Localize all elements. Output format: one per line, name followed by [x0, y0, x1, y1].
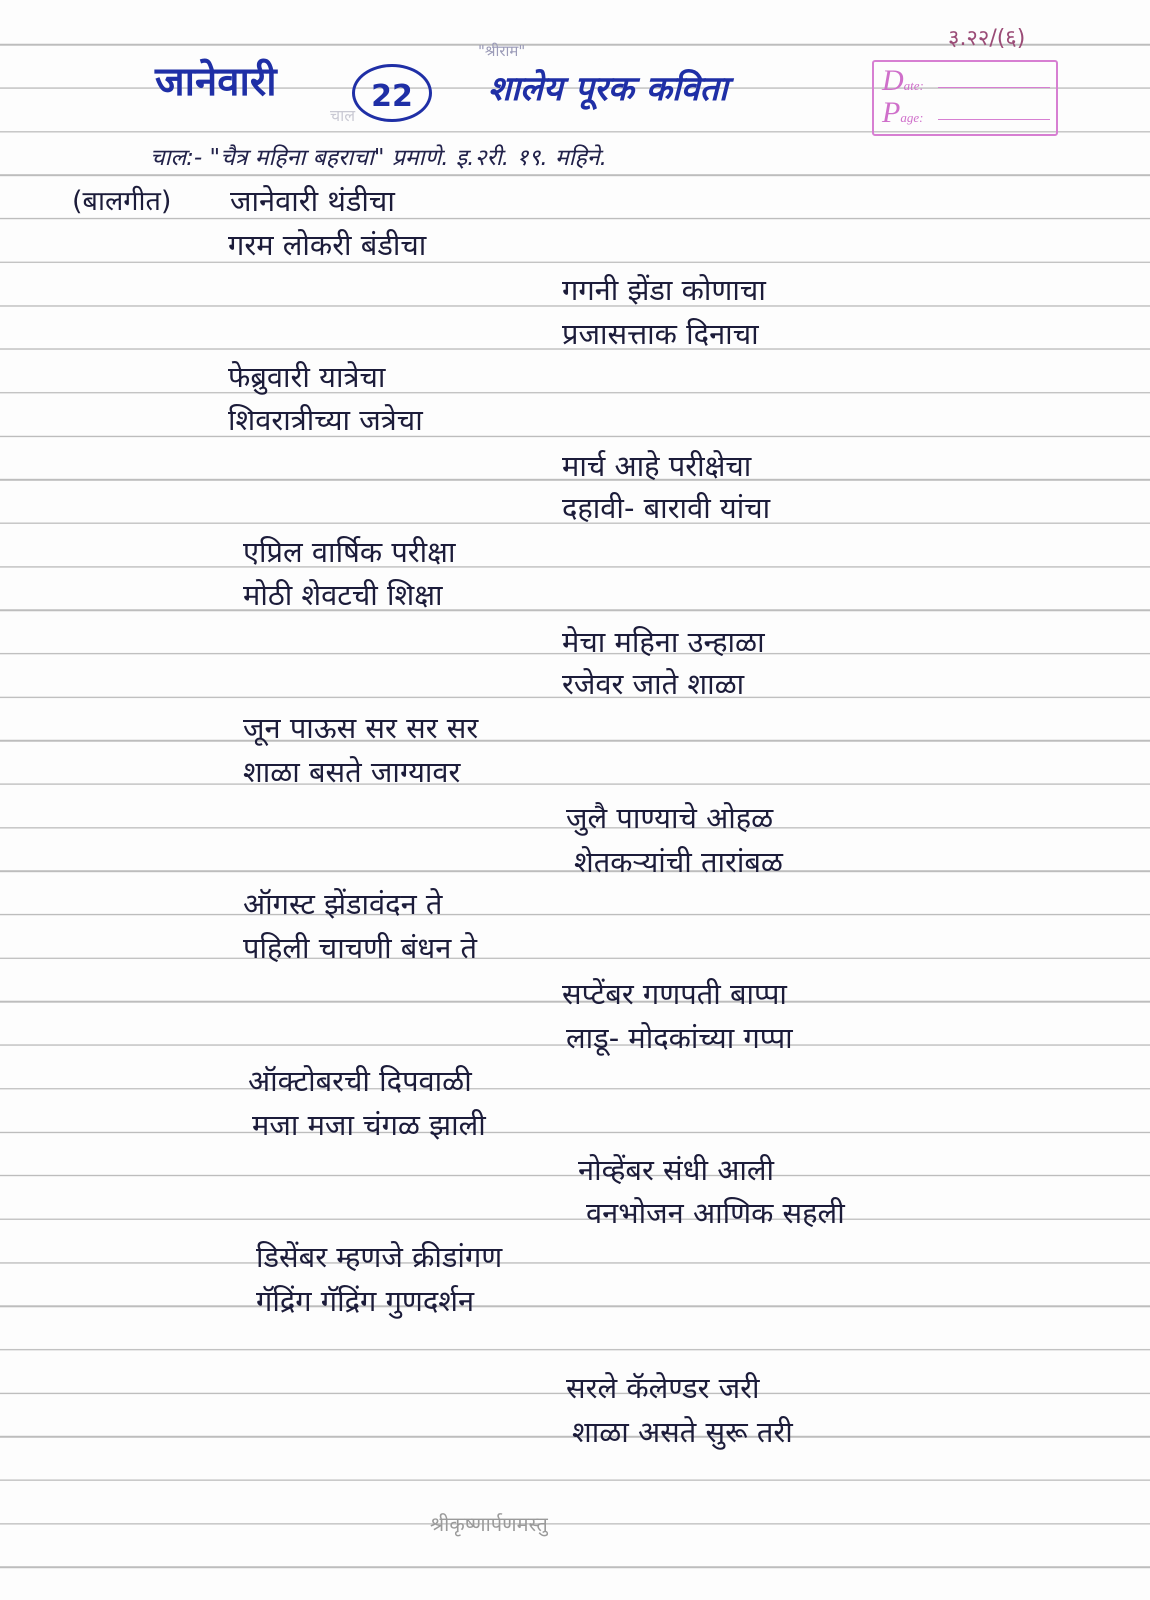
poem-line: मोठी शेवटची शिक्षा — [243, 578, 443, 612]
om-mark: "श्रीराम" — [478, 42, 526, 60]
reference-number: ३.२२/(६) — [948, 26, 1026, 51]
poem-line: शाळा असते सुरू तरी — [572, 1415, 793, 1449]
date-rule — [938, 87, 1050, 88]
poem-line: पहिली चाचणी बंधन ते — [243, 931, 478, 965]
poem-line: जानेवारी थंडीचा — [230, 184, 395, 218]
poem-line: गॅद्रिंग गॅद्रिंग गुणदर्शन — [256, 1284, 475, 1318]
poem-line: डिसेंबर म्हणजे क्रीडांगण — [256, 1240, 503, 1274]
poem-line: मेचा महिना उन्हाळा — [562, 625, 765, 659]
page-initial: P — [882, 96, 901, 129]
genre-label: (बालगीत) — [72, 186, 172, 217]
poem-line: मजा मजा चंगळ झाली — [252, 1108, 486, 1142]
poem-line: गरम लोकरी बंडीचा — [228, 228, 427, 262]
poem-line: रजेवर जाते शाळा — [562, 667, 745, 701]
poem-line: जुलै पाण्याचे ओहळ — [566, 801, 774, 835]
poem-line: जून पाऊस सर सर सर — [243, 711, 479, 745]
poem-line: फेब्रुवारी यात्रेचा — [228, 360, 386, 394]
poem-line: सरले कॅलेण्डर जरी — [566, 1371, 760, 1405]
poem-line: मार्च आहे परीक्षेचा — [562, 449, 752, 483]
signature-text: श्रीकृष्णार्पणमस्तु — [430, 1512, 548, 1536]
date-row — [882, 64, 1052, 97]
poem-line: नोव्हेंबर संधी आली — [578, 1153, 775, 1187]
poem-line: एप्रिल वार्षिक परीक्षा — [243, 535, 456, 569]
poem-line: दहावी- बारावी यांचा — [562, 491, 771, 525]
poem-line: गगनी झेंडा कोणाचा — [562, 273, 766, 307]
poem-line: शेतकऱ्यांची तारांबळ — [574, 845, 783, 879]
date-label: ate: — [903, 78, 924, 93]
page-rule — [938, 119, 1050, 120]
poem-number-circle — [352, 64, 432, 122]
poem-line: सप्टेंबर गणपती बाप्पा — [562, 977, 787, 1011]
tune-line: चाल:- "चैत्र महिना बहराचा" प्रमाणे. इ.२री. १९. महिने. — [150, 145, 607, 171]
date-initial: D — [882, 64, 904, 97]
page-row — [882, 96, 1052, 129]
poem-line: प्रजासत्ताक दिनाचा — [562, 317, 759, 351]
poem-number: 22 — [371, 79, 413, 114]
poem-line: शाळा बसते जाग्यावर — [243, 755, 461, 789]
month-title: जानेवारी — [155, 59, 277, 105]
date-page-box — [872, 60, 1058, 136]
poem-line: लाडू- मोदकांच्या गप्पा — [566, 1021, 793, 1055]
poem-line: शिवरात्रीच्या जत्रेचा — [228, 403, 423, 437]
page-label: age: — [900, 110, 924, 125]
poem-line: ऑगस्ट झेंडावंदन ते — [243, 887, 443, 921]
poem-line: वनभोजन आणिक सहली — [586, 1196, 845, 1230]
faint-stamp-text: चाल — [330, 106, 356, 125]
poem-line: ऑक्टोबरची दिपवाळी — [248, 1064, 472, 1098]
page-heading: शालेय पूरक कविता — [488, 69, 728, 109]
